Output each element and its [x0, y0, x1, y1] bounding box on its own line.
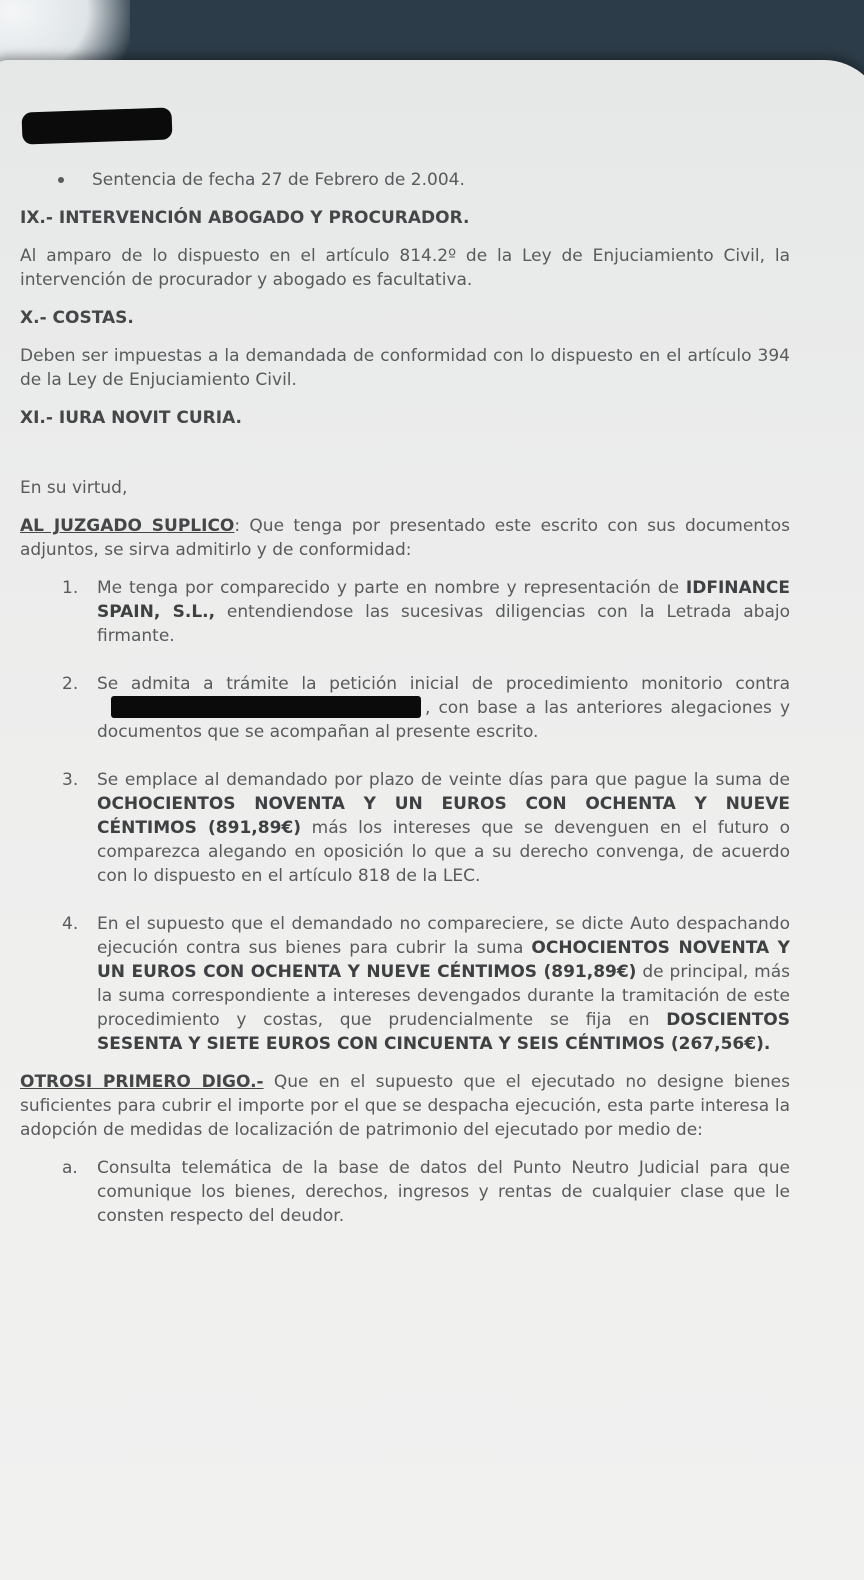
list-item: [20, 672, 790, 744]
item-text: Me tenga por comparecido y parte en nombre y representación de: [97, 578, 686, 598]
item-bold-amount: OCHOCIENTOS NOVENTA Y UN EUROS CON OCHENTA Y NUEVE CÉNTIMOS (891,89€): [97, 794, 790, 838]
otrosi-paragraph: [20, 1070, 790, 1142]
bullet-icon: [58, 177, 64, 183]
item-text: Consulta telemática de la base de datos del Punto Neutro Judicial para que comunique los bienes, derechos, ingresos y rentas de cualquier clase que le consten respecto del deudor.: [97, 1158, 790, 1226]
item-bold-company: IDFINANCE SPAIN, S.L.,: [97, 578, 790, 622]
item-number: 1.: [62, 578, 79, 598]
item-bold-amount: DOSCIENTOS SESENTA Y SIETE EUROS CON CINCUENTA Y SEIS CÉNTIMOS (267,56€).: [97, 1010, 790, 1054]
list-item: [20, 912, 790, 1056]
item-letter: a.: [62, 1158, 78, 1178]
item-text: En el supuesto que el demandado no compareciere, se dicte Auto despachando ejecución contra sus bienes para cubrir la suma: [97, 914, 790, 958]
item-text: de principal, más la suma correspondiente a intereses devengados durante la tramitación de este procedimiento y costas, que prudencialmente se fija en: [97, 962, 790, 1030]
suplico-text: : Que tenga por presentado este escrito con sus documentos adjuntos, se sirva admitirlo y de conformidad:: [20, 516, 790, 560]
item-text: Se emplace al demandado por plazo de veinte días para que pague la suma de: [97, 770, 790, 790]
item-text: más los intereses que se devenguen en el futuro o comparezca alegando en oposición lo que a su derecho convenga, de acuerdo con lo dispuesto en el artículo 818 de la LEC.: [97, 818, 790, 886]
item-text: entendiendose las sucesivas diligencias con la Letrada abajo firmante.: [97, 602, 790, 646]
section-ix-heading: IX.- INTERVENCIÓN ABOGADO Y PROCURADOR.: [20, 208, 470, 228]
bullet-item: [20, 168, 790, 192]
section-ix-body: Al amparo de lo dispuesto en el artículo 814.2º de la Ley de Enjuciamiento Civil, la intervención de procurador y abogado es facultativa.: [20, 246, 790, 290]
item-text: Se admita a trámite la petición inicial de procedimiento monitorio contra: [97, 674, 790, 694]
otrosi-label: OTROSI PRIMERO DIGO.-: [20, 1072, 264, 1092]
section-xi-heading: XI.- IURA NOVIT CURIA.: [20, 408, 243, 428]
redaction-bar-defendant: [111, 696, 421, 718]
item-bold-amount: OCHOCIENTOS NOVENTA Y UN EUROS CON OCHENTA Y NUEVE CÉNTIMOS (891,89€): [97, 938, 790, 982]
section-x-heading: X.- COSTAS.: [20, 308, 134, 328]
en-su-virtud: En su virtud,: [20, 478, 128, 498]
list-item: [20, 768, 790, 888]
list-item: [20, 576, 790, 648]
suplico-label: AL JUZGADO SUPLICO: [20, 516, 235, 536]
item-number: 4.: [62, 914, 79, 934]
suplico-paragraph: [20, 514, 790, 562]
item-number: 2.: [62, 674, 79, 694]
otrosi-text: Que en el supuesto que el ejecutado no designe bienes suficientes para cubrir el importe por el que se despacha ejecución, esta parte interesa la adopción de medidas de localización de patrimonio del ejecutado por medio de:: [20, 1072, 790, 1140]
redaction-bar-header: [21, 107, 172, 144]
item-text: , con base a las anteriores alegaciones y documentos que se acompañan al presente escrito.: [97, 698, 790, 742]
list-item: [20, 1156, 790, 1228]
item-number: 3.: [62, 770, 79, 790]
section-x-body: Deben ser impuestas a la demandada de conformidad con lo dispuesto en el artículo 394 de la Ley de Enjuciamiento Civil.: [20, 346, 790, 390]
bullet-text: Sentencia de fecha 27 de Febrero de 2.004.: [92, 170, 465, 190]
document-body: [20, 168, 790, 1228]
